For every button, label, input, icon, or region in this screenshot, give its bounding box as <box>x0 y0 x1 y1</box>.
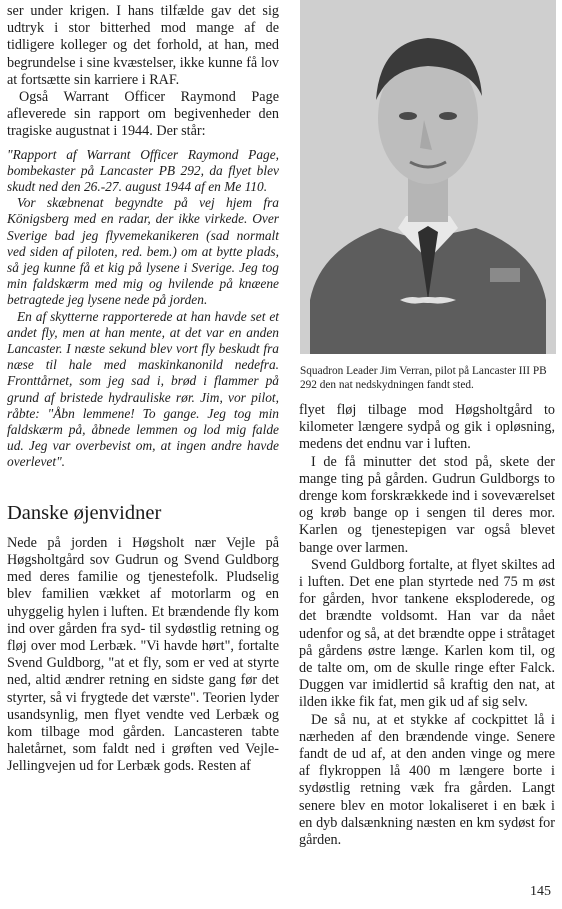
paragraph: flyet fløj tilbage mod Høgsholtgård to kilometer længere sydpå og gik i opløsning, medens det endnu var i luften. <box>299 402 555 453</box>
left-column <box>7 3 279 776</box>
report-quote: Vor skæbnenat begyndte på vej hjem fra Königsberg med en radar, der ikke virkede. Over Sverige bad jeg flyvemekanikeren (sad normalt ved siden af piloten, red. bem.) om at bytte plads, så jeg kunne få et kig på lysene i Sverige. Jeg tog min faldskærm med mig og hvilende på knæene betragtede jeg lysene nede på jorden. <box>7 195 279 308</box>
portrait-photo <box>300 0 556 354</box>
page-number: 145 <box>530 884 551 899</box>
paragraph: De så nu, at et stykke af cockpittet lå i nærheden af den brændende vinge. Senere fandt de ud af, at den anden vinge og mere af flykroppen lå 400 m længere borte i sydøstlig retning væk fra gården. Langt senere blev en motor lokaliseret i en bæk i en dyb dalsænkning næsten en km sydøst for gården. <box>299 711 555 849</box>
paragraph: Svend Guldborg fortalte, at flyet skiltes ad i luften. Det ene plan styrtede ned 75 m øst for gården, hvor tankene eksploderede, og det brændte voldsomt. Han var da nået udenfor og så, at det brændte oppe i stråtaget på gårdens østre længe. Karlen kom til, og de talte om, om de skulle ringe efter Falck. Duggen var imidlertid så kraftig den nat, at ilden ikke fik fat, men gik ud af sig selv. <box>299 556 555 711</box>
section-heading: Danske øjenvidner <box>7 501 162 524</box>
paragraph: Også Warrant Officer Raymond Page afleverede sin rapport om begivenheder den tragiske augustnat i 1944. Der står: <box>7 89 279 140</box>
photo-caption: Squadron Leader Jim Verran, pilot på Lancaster III PB 292 den nat nedskydningen fandt sted. <box>300 365 547 391</box>
paragraph: I de få minutter det stod på, skete der mange ting på gården. Gudrun Guldborgs to drenge kom forskrækkede ind i soveværelset og krøb bange op i sengen til deres mor. Karlen og tjenestepigen var også blevet bange over larmen. <box>299 453 555 556</box>
right-column <box>299 402 555 849</box>
report-quote-header: "Rapport af Warrant Officer Raymond Page, bombekaster på Lancaster PB 292, da flyet blev skudt ned den 26.-27. august 1944 af en Me 110. <box>7 146 279 195</box>
paragraph: ser under krigen. I hans tilfælde gav det sig udtryk i stor bitterhed mod mange af de tidligere kolleger og det forhold, at han, med begrundelse i sine kvæstelser, ikke kunne få lov at fortsætte sin karriere i RAF. <box>7 3 279 88</box>
paragraph: Nede på jorden i Høgsholt nær Vejle på Høgsholtgård sov Gudrun og Svend Guldborg med deres familie og tjenestefolk. Pludselig blev familien vækket af motorlarm og en uhyggelig hylen i luften. Et brændende fly kom ind over gården fra syd- til sydøstlig retning og fløj over mod Lerbæk. "Vi havde hørt", fortalte Svend Guldborg, "at et fly, som er ved at styrte ned, altid ændrer retning en sidste gang før det styrter, så vi frygtede det værste". Teorien lyder usandsynlig, men flyet vendte ved Lerbæk og kom tilbage mod gården. Lancasteren tabte haletårnet, som faldt ned i grøften ved Vejle-Jellingvejen ud for Lerbæk gods. Resten af <box>7 534 279 775</box>
report-quote: En af skytterne rapporterede at han havde set et andet fly, men at han mente, at det var en anden Lancaster. I næste sekund blev vort fly beskudt fra næse til hale med maskinkanonild nedefra. Fronttårnet, som jeg sad i, brød i flammer på grund af bristede hydrauliske rør. Jim, vor pilot, råbte: "Åbn lemmene! To gange. Jeg tog min faldskærm på, åbnede lemmen og lod mig falde ud. Jeg var overbevist om, at ingen andre havde overlevet". <box>7 308 279 470</box>
